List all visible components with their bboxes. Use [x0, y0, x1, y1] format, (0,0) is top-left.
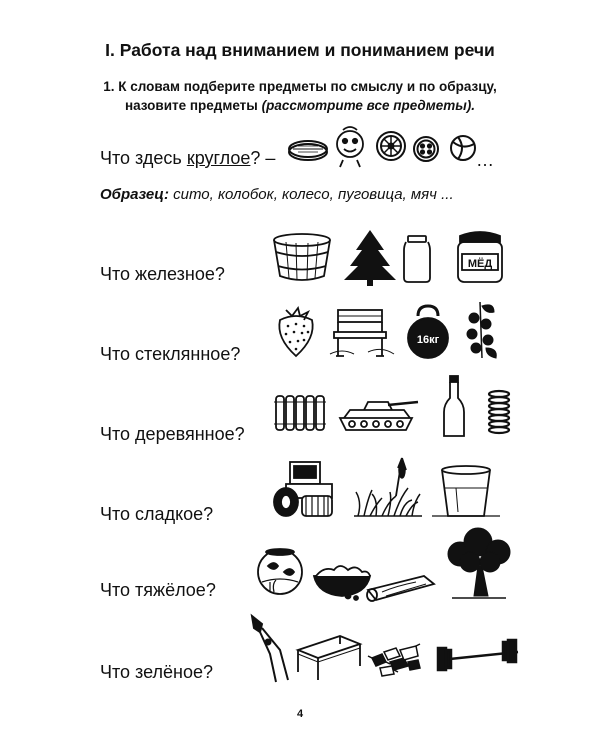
bench-icon	[330, 310, 394, 356]
underlined-word: круглое	[186, 148, 251, 168]
example-pictures	[288, 122, 488, 172]
example-ellipsis: …	[476, 150, 494, 170]
road-roller-icon	[274, 462, 332, 516]
weight-icon	[408, 306, 448, 358]
aquarium-icon	[258, 549, 302, 594]
sample-label: Образец:	[100, 186, 169, 203]
stool-icon	[298, 636, 360, 680]
task-line-2: назовите предметы (рассмотрите все предметы).	[124, 98, 476, 113]
jar-icon	[404, 236, 430, 282]
weight-label: 16кг	[416, 334, 440, 346]
tub-icon	[274, 234, 330, 280]
radiator-icon	[274, 396, 326, 430]
candies-icon	[368, 644, 420, 676]
log-icon	[367, 576, 434, 601]
task-line-2-italic: (рассмотрите все предметы).	[261, 98, 476, 113]
row-5-pictures	[256, 526, 522, 604]
ball-icon	[451, 136, 475, 160]
kolobok-icon	[337, 127, 363, 167]
honey-jar-icon	[458, 232, 502, 282]
row-1-pictures	[270, 228, 510, 288]
section-title: I. Работа над вниманием и пониманием речи	[105, 40, 495, 60]
question-wooden: Что деревянное?	[100, 424, 245, 444]
question-heavy: Что тяжёлое?	[100, 580, 216, 600]
tree-icon	[448, 528, 510, 598]
grass-icon	[354, 458, 422, 516]
question-green: Что зелёное?	[100, 662, 214, 682]
page-number: 4	[296, 708, 304, 720]
button-icon	[414, 137, 438, 161]
example-question: Что здесь круглое? –	[100, 148, 276, 168]
task-instructions	[0, 77, 600, 115]
berry-branch-icon	[467, 302, 496, 358]
row-2-pictures	[272, 302, 512, 362]
task-line-1: 1. К словам подберите предметы по смыслу и по образцу,	[103, 79, 497, 94]
sample-text: сито, колобок, колесо, пуговица, мяч ...	[168, 186, 454, 203]
row-4-pictures	[272, 452, 502, 524]
row-6-pictures	[240, 610, 524, 688]
barbell-icon	[438, 640, 518, 670]
honey-jar-label: МЁД	[467, 258, 493, 270]
tank-icon	[340, 402, 418, 430]
strawberry-icon	[279, 308, 312, 356]
fir-tree-icon	[344, 230, 396, 286]
question-iron: Что железное?	[100, 264, 225, 284]
question-sweet: Что сладкое?	[100, 504, 214, 524]
question-glass: Что стеклянное?	[100, 344, 241, 364]
glass-icon	[432, 466, 500, 516]
wheel-icon	[377, 132, 405, 160]
spring-icon	[489, 391, 509, 433]
bowl-icon	[314, 566, 370, 600]
bottle-icon	[444, 376, 464, 436]
sieve-icon	[289, 141, 327, 160]
row-3-pictures	[272, 372, 522, 442]
pliers-icon	[252, 616, 288, 682]
sample-line	[100, 186, 454, 203]
